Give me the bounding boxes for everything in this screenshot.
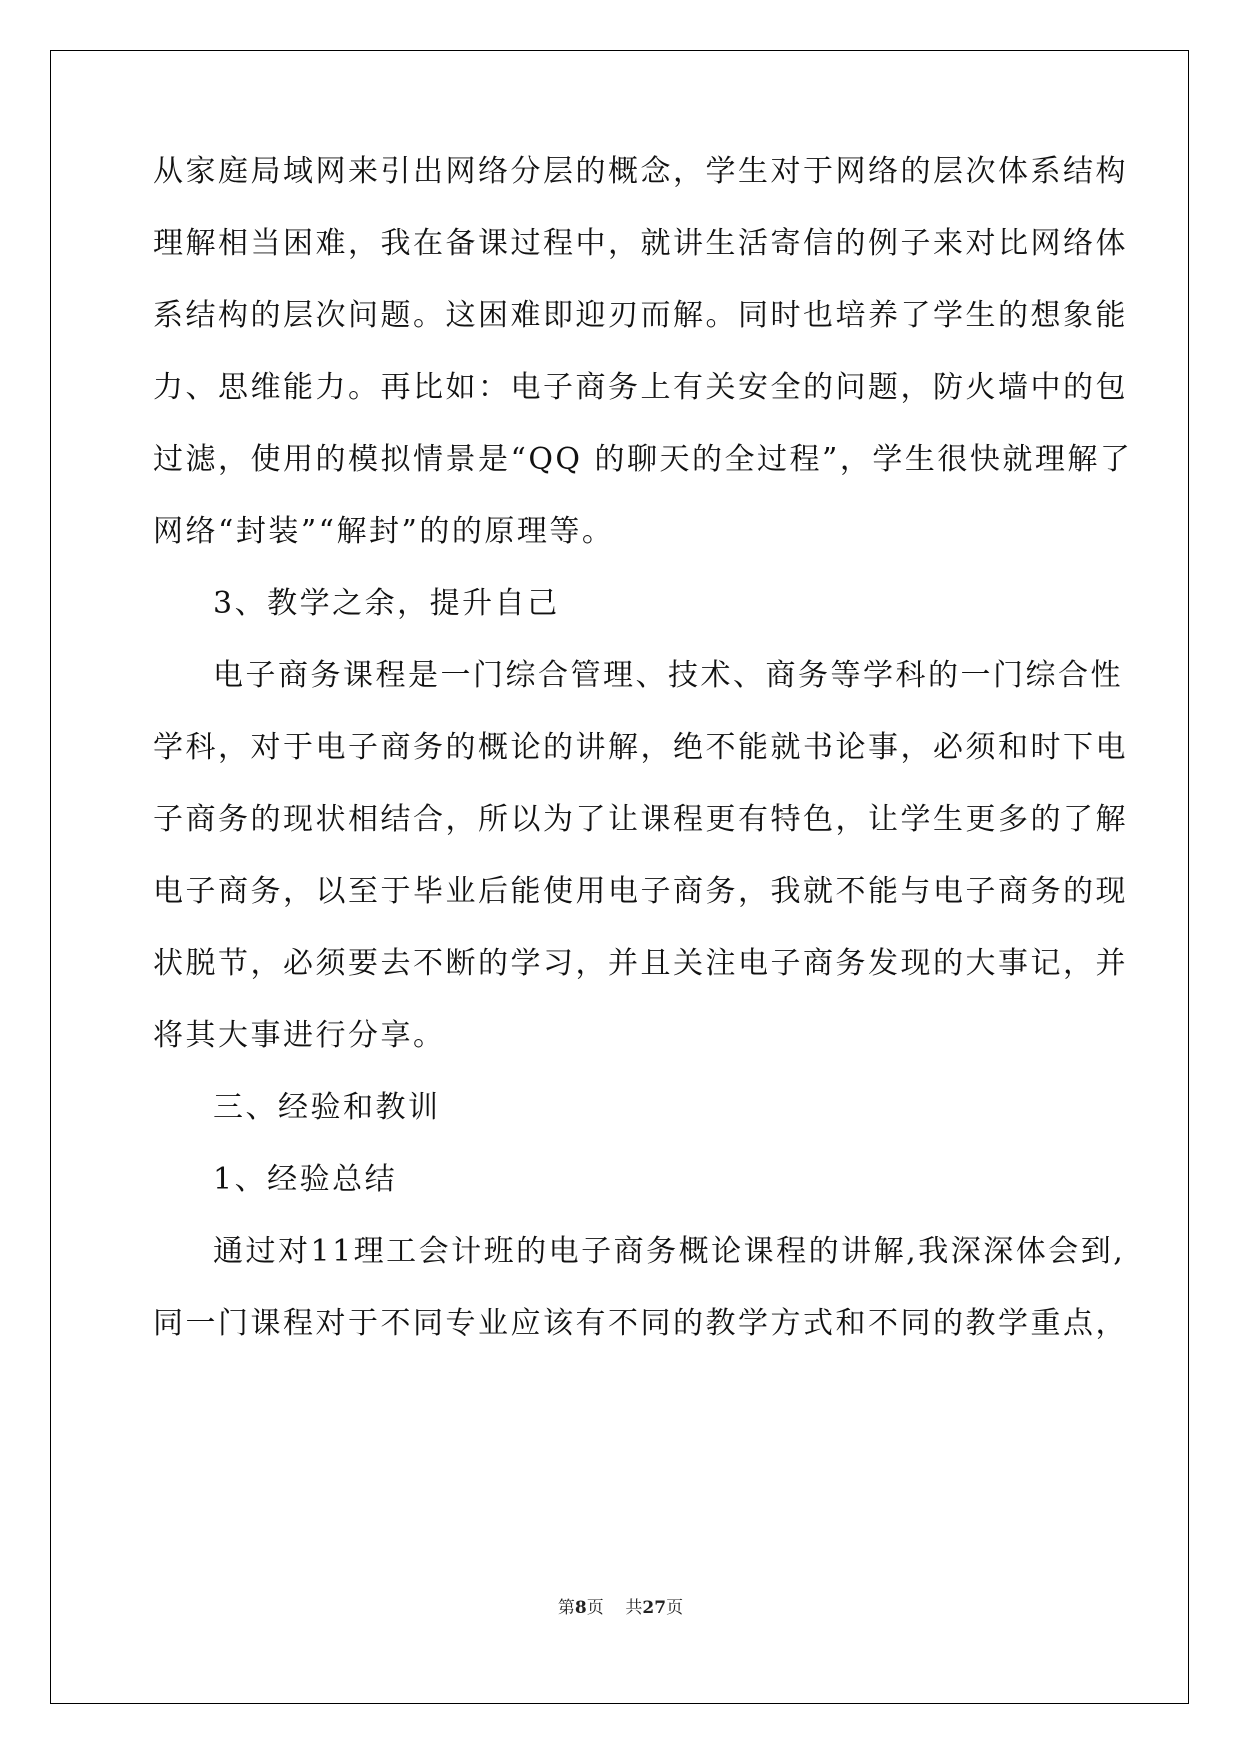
text-line: 系结构的层次问题。这困难即迎刃而解。同时也培养了学生的想象能	[153, 298, 1128, 333]
subsection-heading: 1、经验总结	[213, 1162, 398, 1197]
text-line: 学科，对于电子商务的概论的讲解，绝不能就书论事，必须和时下电	[153, 730, 1128, 765]
text-line: 从家庭局域网来引出网络分层的概念，学生对于网络的层次体系结构	[153, 154, 1128, 189]
current-page-number: 8	[574, 1598, 587, 1618]
text-line: 将其大事进行分享。	[153, 1018, 446, 1053]
text-line: 子商务的现状相结合，所以为了让课程更有特色，让学生更多的了解	[153, 802, 1128, 837]
page-footer	[0, 1593, 1241, 1618]
text-line: 电子商务，以至于毕业后能使用电子商务，我就不能与电子商务的现	[153, 874, 1128, 909]
footer-prefix: 第	[557, 1598, 575, 1618]
text-line: 电子商务课程是一门综合管理、技术、商务等学科的一门综合性	[213, 658, 1123, 693]
text-line: 同一门课程对于不同专业应该有不同的教学方式和不同的教学重点，	[153, 1306, 1128, 1341]
section-heading: 三、经验和教训	[213, 1090, 441, 1125]
total-page-count: 27	[642, 1598, 667, 1618]
text-line: 状脱节，必须要去不断的学习，并且关注电子商务发现的大事记，并	[153, 946, 1128, 981]
footer-page-suffix: 页	[586, 1598, 604, 1618]
footer-total-prefix: 共	[625, 1598, 643, 1618]
footer-total-suffix: 页	[666, 1598, 684, 1618]
text-line: 网络“封装”“解封”的的原理等。	[153, 514, 615, 549]
section-heading: 3、教学之余，提升自己	[213, 586, 560, 621]
text-line: 力、思维能力。再比如：电子商务上有关安全的问题，防火墙中的包	[153, 370, 1128, 405]
text-line: 理解相当困难，我在备课过程中，就讲生活寄信的例子来对比网络体	[153, 226, 1128, 261]
text-line: 过滤，使用的模拟情景是“QQ 的聊天的全过程”，学生很快就理解了	[153, 442, 1133, 477]
text-line: 通过对11理工会计班的电子商务概论课程的讲解,我深深体会到,	[213, 1234, 1126, 1269]
